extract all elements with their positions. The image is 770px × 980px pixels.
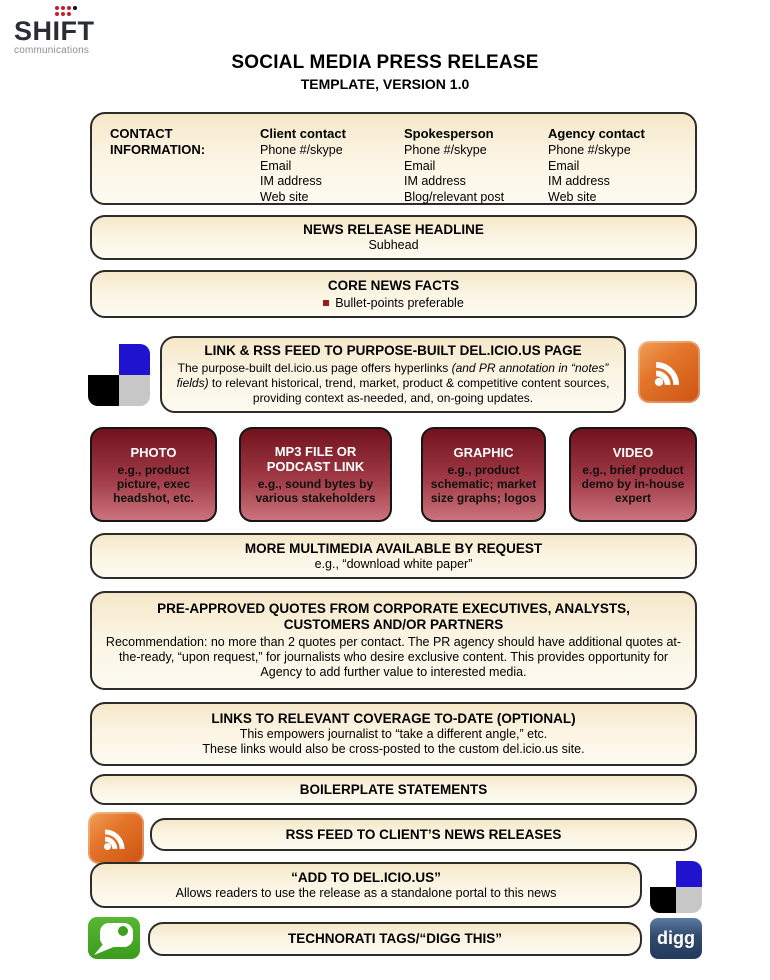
delicious-link-box: [160, 336, 626, 413]
page-header: [0, 52, 770, 92]
media-box-photo: PHOTO e.g., product picture, exec headshot, etc.: [90, 427, 217, 522]
boilerplate-title: BOILERPLATE STATEMENTS: [299, 781, 488, 797]
core-facts-title: CORE NEWS FACTS: [327, 278, 460, 293]
rss-feed-row-title: RSS FEED TO CLIENT’S NEWS RELEASES: [285, 826, 562, 842]
contact-information-box: [90, 112, 697, 205]
more-multimedia-title: MORE MULTIMEDIA AVAILABLE BY REQUEST: [244, 540, 543, 556]
pre-approved-quotes-box: [90, 591, 697, 690]
red-square-bullet-icon: [323, 300, 329, 306]
delicious-icon-small: [650, 861, 702, 913]
logo-brand-text: SHIFT: [14, 16, 95, 46]
contact-column-client: Client contact Phone #/skype Email IM address Web site: [260, 126, 346, 204]
technorati-digg-box: [148, 922, 642, 956]
page-subtitle: TEMPLATE, VERSION 1.0: [300, 76, 470, 92]
digg-icon-label: digg: [657, 928, 695, 948]
rss-waves-glyph: [99, 821, 133, 855]
relevant-coverage-box: [90, 702, 697, 766]
rss-icon: [638, 341, 700, 403]
delicious-link-body: The purpose-built del.icio.us page offers hyperlinks (and PR annotation in “notes” fields) to relevant historical, trend, market, product & competitive content sources, providing context as-needed, and, on-going updates.: [176, 361, 610, 405]
more-multimedia-subtitle: e.g., “download white paper”: [314, 556, 473, 571]
technorati-digg-title: TECHNORATI TAGS/“DIGG THIS”: [288, 931, 502, 946]
add-to-delicious-box: [90, 862, 642, 908]
core-facts-bullet-line: [323, 296, 464, 310]
media-box-video: VIDEO e.g., brief product demo by in-house expert: [569, 427, 697, 522]
news-release-headline-box: [90, 215, 697, 260]
contact-column-agency: Agency contact Phone #/skype Email IM address Web site: [548, 126, 645, 204]
media-box-graphic: GRAPHIC e.g., product schematic; market size graphs; logos: [421, 427, 546, 522]
media-box-mp3: MP3 FILE OR PODCAST LINK e.g., sound bytes by various stakeholders: [239, 427, 392, 522]
rss-waves-glyph: [649, 352, 689, 392]
coverage-line1: This empowers journalist to “take a different angle,” etc.: [239, 727, 548, 741]
more-multimedia-box: [90, 533, 697, 579]
headline-title: NEWS RELEASE HEADLINE: [303, 222, 484, 237]
core-facts-bullet-text: Bullet-points preferable: [335, 296, 464, 310]
delicious-icon: [88, 344, 150, 406]
boilerplate-box: [90, 774, 697, 805]
contact-label: CONTACT INFORMATION:: [110, 126, 206, 157]
page-title: SOCIAL MEDIA PRESS RELEASE: [231, 52, 539, 73]
add-to-delicious-subtitle: Allows readers to use the release as a standalone portal to this news: [175, 885, 557, 900]
technorati-bubble-glyph: [88, 917, 140, 959]
core-news-facts-box: [90, 270, 697, 318]
technorati-icon: [88, 917, 140, 959]
quotes-title: PRE-APPROVED QUOTES FROM CORPORATE EXECUTIVES, ANALYSTS, CUSTOMERS AND/OR PARTNERS: [157, 601, 630, 632]
quotes-body: Recommendation: no more than 2 quotes per contact. The PR agency should have additional quotes at-the-ready, “upon request,” for journalists who desire exclusive content. This provides opportunity for Agency to add further value to interested media.: [105, 635, 682, 679]
rss-feed-row-box: [150, 818, 697, 851]
shift-logo: [14, 6, 124, 56]
coverage-title: LINKS TO RELEVANT COVERAGE TO-DATE (OPTIONAL): [211, 711, 576, 726]
contact-column-spokesperson: Spokesperson Phone #/skype Email IM address Blog/relevant post: [404, 126, 505, 204]
add-to-delicious-title: “ADD TO DEL.ICIO.US”: [291, 869, 441, 885]
logo-tagline-text: communications: [14, 45, 90, 56]
shift-logo-dots-icon: [55, 6, 124, 16]
delicious-link-title: LINK & RSS FEED TO PURPOSE-BUILT DEL.ICIO.US PAGE: [204, 343, 582, 358]
coverage-line2: These links would also be cross-posted to the custom del.icio.us site.: [202, 742, 585, 756]
digg-icon: [650, 918, 702, 959]
rss-icon-small: [88, 812, 144, 864]
headline-subhead: Subhead: [368, 238, 419, 252]
